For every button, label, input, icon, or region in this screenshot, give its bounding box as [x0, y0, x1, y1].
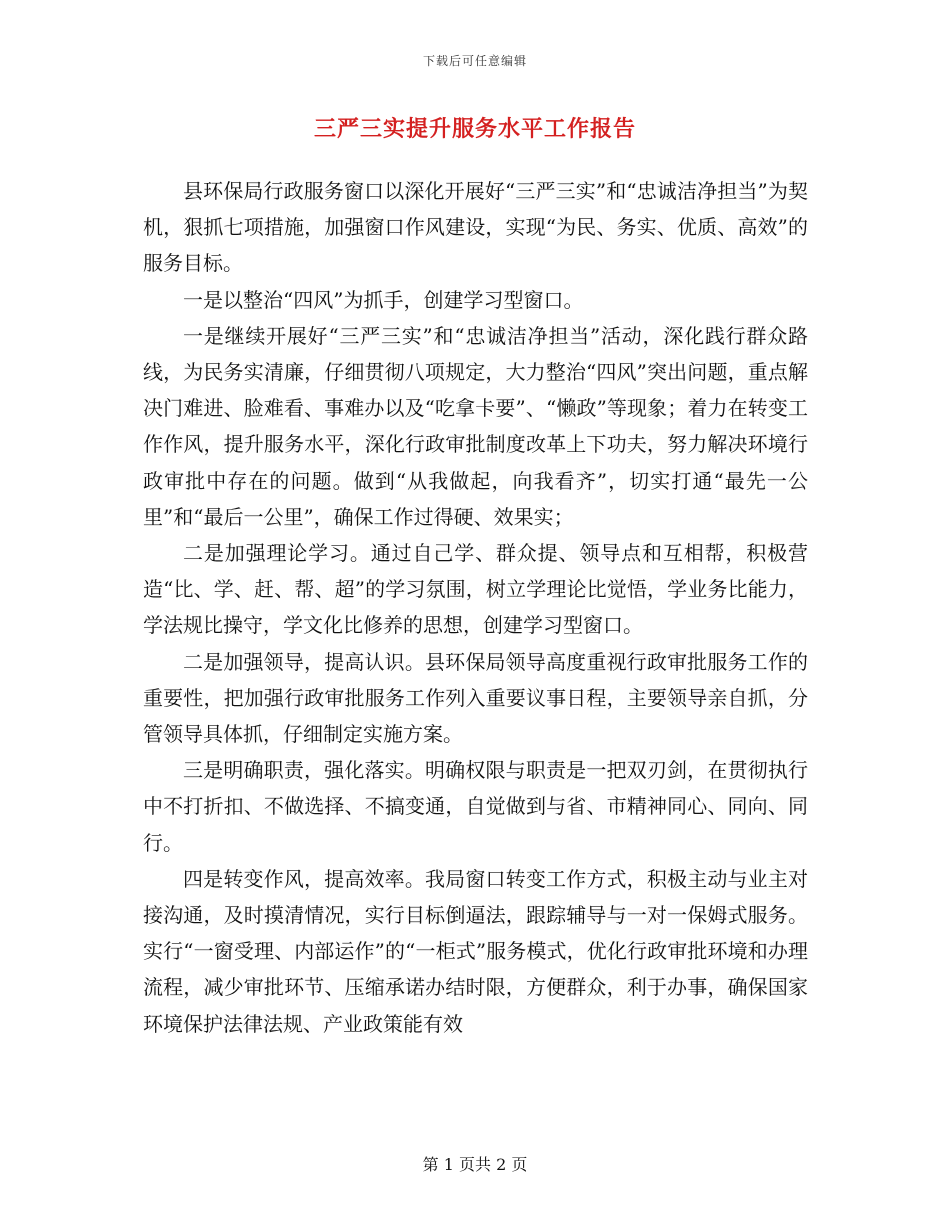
- document-title: 三严三实提升服务水平工作报告: [313, 116, 636, 142]
- header-note: 下载后可任意编辑: [422, 54, 527, 68]
- paragraph-item-2-study: 二是加强理论学习。通过自己学、群众提、领导点和互相帮，积极营造“比、学、赶、帮、超”的学习氛围，树立学理论比觉悟，学业务比能力，学法规比操守，学文化比修养的思想，创建学习型窗口。: [143, 541, 808, 638]
- paragraph-item-1-heading: 一是以整治“四风”为抓手，创建学习型窗口。: [183, 287, 584, 312]
- page-number: 第 1 页共 2 页: [422, 1155, 528, 1174]
- paragraph-item-2-leadership: 二是加强领导，提高认识。县环保局领导高度重视行政审批服务工作的重要性，把加强行政审批服务工作列入重要议事日程，主要领导亲自抓，分管领导具体抓，仔细制定实施方案。: [143, 649, 808, 747]
- paragraph-item-4: 四是转变作风，提高效率。我局窗口转变工作方式，积极主动与业主对接沟通，及时摸清情况，实行目标倒逼法，跟踪辅导与一对一保姆式服务。实行“一窗受理、内部运作”的“一柜式”服务模式，优化行政审批环境和办理流程，减少审批环节、压缩承诺办结时限，方便群众，利于办事，确保国家环境保护法律法规、产业政策能有效: [143, 866, 808, 1036]
- document-body: [143, 173, 808, 1042]
- paragraph-intro: 县环保局行政服务窗口以深化开展好“三严三实”和“忠诚洁净担当”为契机，狠抓七项措施，加强窗口作风建设，实现“为民、务实、优质、高效”的服务目标。: [143, 179, 808, 276]
- paragraph-item-1: 一是继续开展好“三严三实”和“忠诚洁净担当”活动，深化践行群众路线，为民务实清廉，仔细贯彻八项规定，大力整治“四风”突出问题，重点解决门难进、脸难看、事难办以及“吃拿卡要”、“懒政”等现象；着力在转变工作作风，提升服务水平，深化行政审批制度改革上下功夫，努力解决环境行政审批中存在的问题。做到“从我做起，向我看齐”，切实打通“最先一公里”和“最后一公里”，确保工作过得硬、效果实；: [143, 323, 808, 529]
- paragraph-item-3: 三是明确职责，强化落实。明确权限与职责是一把双刃剑，在贯彻执行中不打折扣、不做选择、不搞变通，自觉做到与省、市精神同心、同向、同行。: [143, 758, 808, 855]
